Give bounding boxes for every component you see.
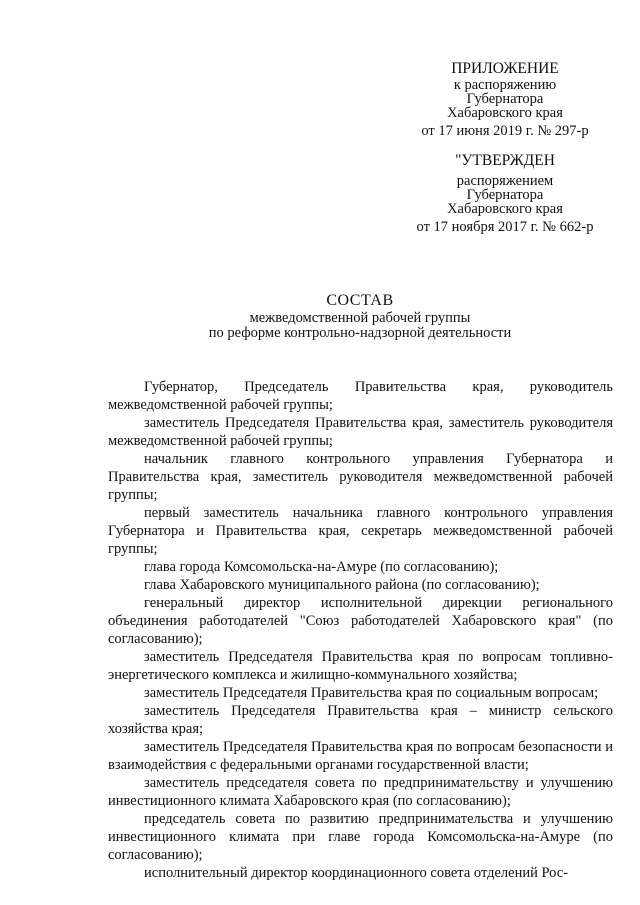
document-subtitle-line-1: межведомственной рабочей группы	[249, 310, 471, 326]
document-title: СОСТАВ	[326, 292, 394, 309]
document-subtitle-line-2: по реформе контрольно-надзорной деятельности	[208, 325, 512, 341]
document-title-block	[100, 291, 620, 341]
member-item: исполнительный директор координационного совета отделений Рос-	[144, 865, 569, 881]
approved-date-number: от 17 ноября 2017 г. № 662-р	[416, 219, 594, 235]
member-item: заместитель Председателя Правительства края – министр сельского хозяйства края;	[108, 703, 613, 737]
approved-stamp	[405, 152, 605, 234]
members-list	[108, 378, 613, 882]
member-item: председатель совета по развитию предпринимательства и улучшению инвестиционного климата при главе города Комсомольска-на-Амуре (по согласованию);	[108, 811, 613, 863]
appendix-stamp	[405, 60, 605, 138]
approved-line-1: распоряжением	[456, 173, 554, 189]
member-item: первый заместитель начальника главного контрольного управления Губернатора и Правительства края, секретарь межведомственной рабочей группы;	[108, 505, 613, 557]
member-item: заместитель Председателя Правительства края по социальным вопросам;	[144, 685, 599, 701]
appendix-heading: ПРИЛОЖЕНИЕ	[451, 60, 559, 77]
member-item: заместитель Председателя Правительства края, заместитель руководителя межведомственной рабочей группы;	[108, 415, 613, 449]
appendix-date-number: от 17 июня 2019 г. № 297-р	[421, 123, 589, 139]
member-item: заместитель Председателя Правительства края по вопросам безопасности и взаимодействия с федеральными органами государственной власти;	[108, 739, 613, 773]
member-item: Губернатор, Председатель Правительства края, руководитель межведомственной рабочей группы;	[108, 379, 613, 413]
appendix-line-2: Губернатора	[466, 91, 544, 107]
appendix-line-1: к распоряжению	[453, 77, 557, 93]
appendix-line-3: Хабаровского края	[447, 105, 563, 121]
member-item: заместитель Председателя Правительства края по вопросам топливно-энергетического комплекса и жилищно-коммунального хозяйства;	[108, 649, 613, 683]
approved-heading: "УТВЕРЖДЕН	[455, 152, 555, 169]
member-item: заместитель председателя совета по предпринимательству и улучшению инвестиционного климата Хабаровского края (по согласованию);	[108, 775, 613, 809]
member-item: генеральный директор исполнительной дирекции регионального объединения работодателей "Союз работодателей Хабаровского края" (по согласованию);	[108, 595, 613, 647]
member-item: начальник главного контрольного управления Губернатора и Правительства края, заместитель руководителя межведомственной рабочей группы;	[108, 451, 613, 503]
member-item: глава города Комсомольска-на-Амуре (по согласованию);	[144, 559, 499, 575]
approved-line-3: Хабаровского края	[447, 201, 563, 217]
approved-line-2: Губернатора	[466, 187, 544, 203]
member-item: глава Хабаровского муниципального района (по согласованию);	[144, 577, 540, 593]
